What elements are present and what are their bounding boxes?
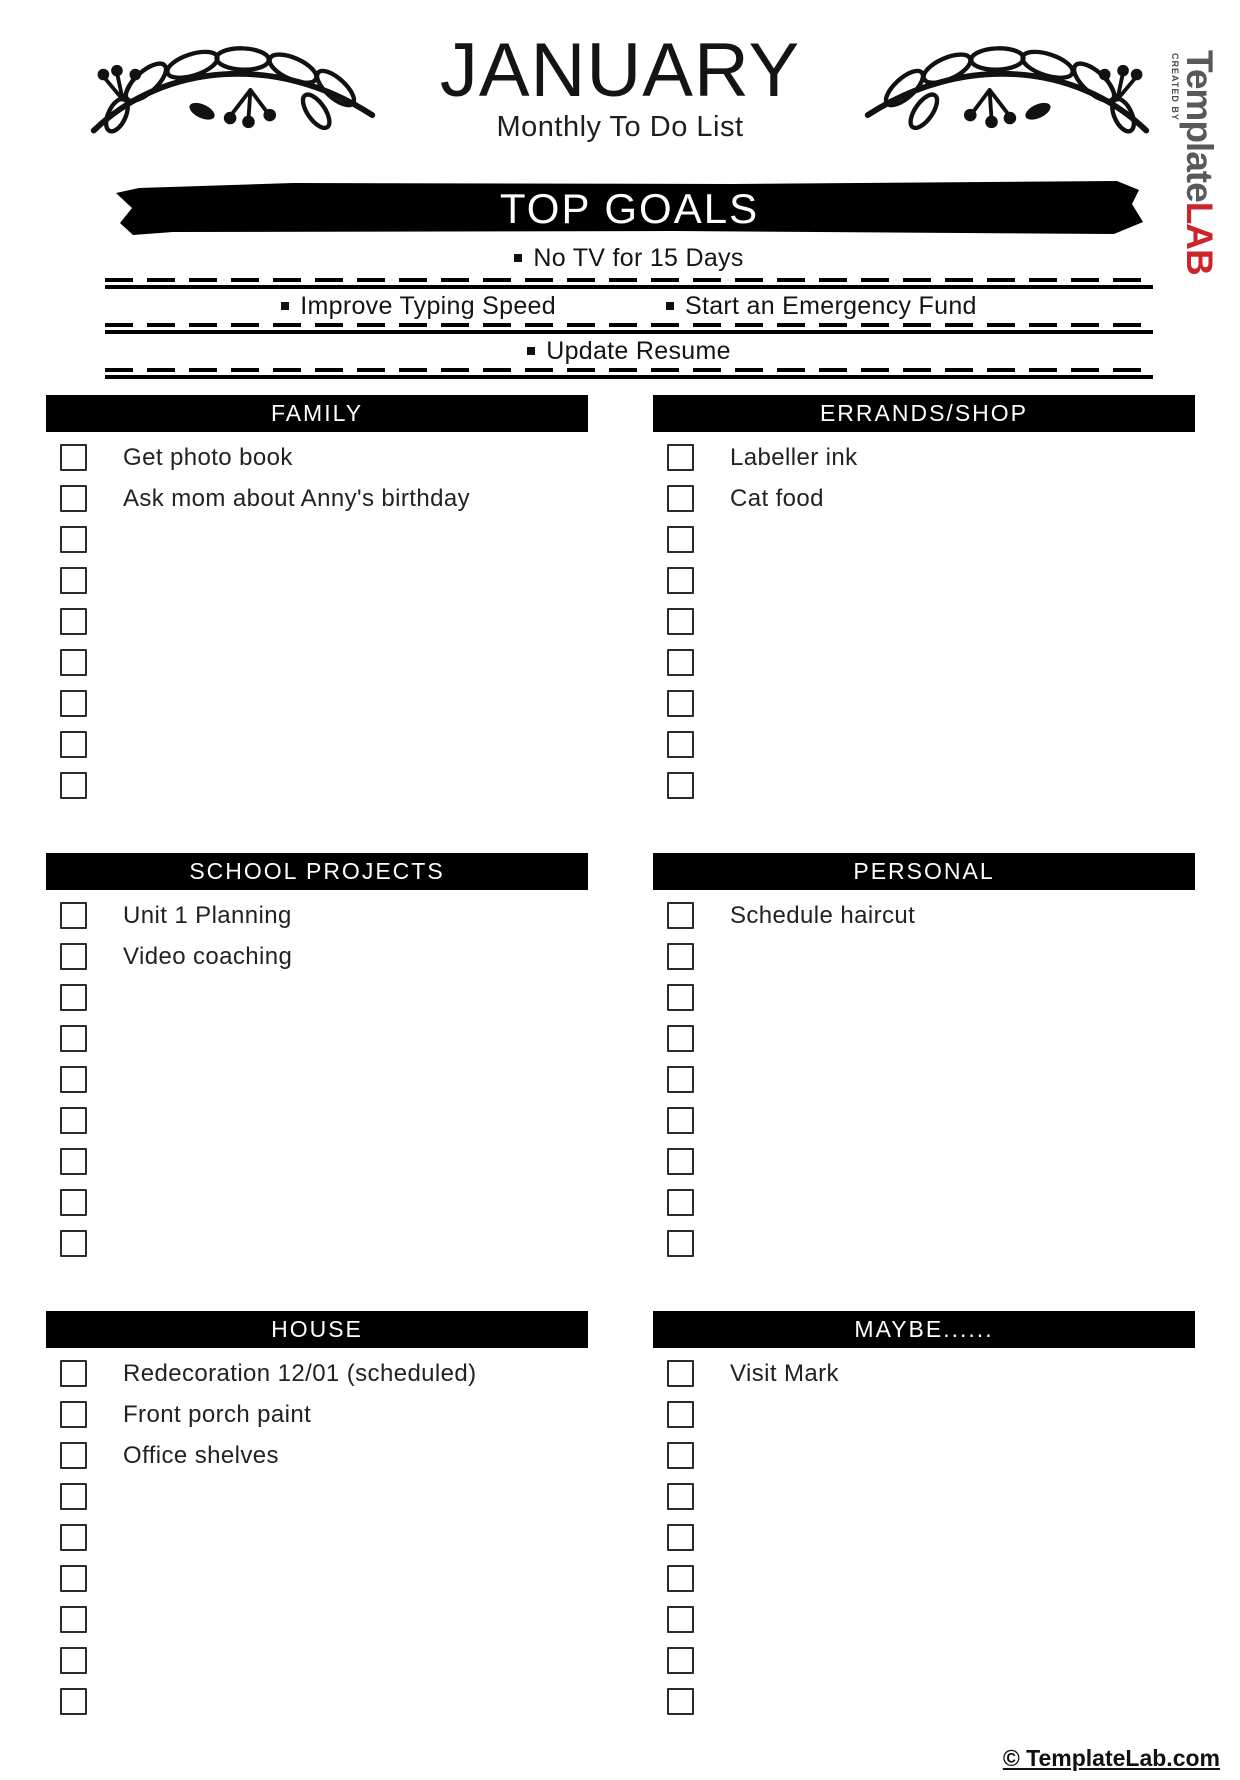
checkbox[interactable]	[667, 902, 694, 929]
checkbox[interactable]	[667, 1107, 694, 1134]
checkbox[interactable]	[60, 1107, 87, 1134]
page-header	[0, 26, 1240, 152]
section-header-bar	[653, 1311, 1195, 1348]
section-body	[46, 432, 588, 806]
todo-item-label: Labeller ink	[730, 443, 858, 471]
section-school-projects	[46, 853, 588, 1264]
checkbox[interactable]	[60, 943, 87, 970]
todo-row	[653, 1599, 1195, 1640]
section-house	[46, 1311, 588, 1722]
todo-row	[46, 1476, 588, 1517]
todo-row	[46, 1394, 588, 1435]
todo-row	[653, 1476, 1195, 1517]
square-bullet-icon	[514, 254, 522, 262]
todo-row	[653, 1558, 1195, 1599]
checkbox[interactable]	[60, 608, 87, 635]
todo-row	[653, 601, 1195, 642]
section-title: FAMILY	[270, 400, 364, 426]
todo-row	[46, 1681, 588, 1722]
todo-row	[653, 977, 1195, 1018]
checkbox[interactable]	[667, 1360, 694, 1387]
todo-row	[653, 1435, 1195, 1476]
checkbox[interactable]	[667, 1565, 694, 1592]
branch-ornament-right-icon	[861, 30, 1153, 148]
todo-row	[653, 1182, 1195, 1223]
checkbox[interactable]	[667, 608, 694, 635]
todo-row	[46, 936, 588, 977]
checkbox[interactable]	[667, 984, 694, 1011]
logo-wordmark	[1181, 50, 1218, 275]
goal-item	[514, 244, 743, 273]
checkbox[interactable]	[667, 1483, 694, 1510]
checkbox[interactable]	[60, 902, 87, 929]
checkbox[interactable]	[60, 1148, 87, 1175]
todo-row	[46, 642, 588, 683]
checkbox[interactable]	[667, 772, 694, 799]
section-header-bar	[46, 1311, 588, 1348]
section-header-bar	[653, 395, 1195, 432]
section-title: MAYBE......	[854, 1316, 994, 1342]
square-bullet-icon	[281, 302, 289, 310]
checkbox[interactable]	[60, 1066, 87, 1093]
templatelab-logo	[1170, 50, 1228, 275]
checkbox[interactable]	[667, 1647, 694, 1674]
todo-item-label: Visit Mark	[730, 1359, 839, 1387]
section-title: ERRANDS/SHOP	[819, 400, 1029, 426]
checkbox[interactable]	[60, 1025, 87, 1052]
section-header-bar	[653, 853, 1195, 890]
todo-item-label: Office shelves	[123, 1441, 279, 1469]
checkbox[interactable]	[60, 1688, 87, 1715]
todo-row	[46, 478, 588, 519]
checkbox[interactable]	[60, 984, 87, 1011]
section-maybe	[653, 1311, 1195, 1722]
todo-item-label: Get photo book	[123, 443, 293, 471]
checkbox[interactable]	[60, 1483, 87, 1510]
checkbox[interactable]	[60, 1401, 87, 1428]
todo-row	[653, 560, 1195, 601]
top-goals-list	[105, 238, 1153, 379]
goal-text: No TV for 15 Days	[533, 243, 744, 272]
checkbox[interactable]	[60, 1442, 87, 1469]
todo-row	[653, 1223, 1195, 1264]
todo-row	[653, 1018, 1195, 1059]
todo-row	[653, 642, 1195, 683]
logo-template-text: Template	[1179, 50, 1220, 202]
goal-text: Start an Emergency Fund	[684, 291, 977, 320]
todo-row	[46, 1517, 588, 1558]
goal-item	[666, 292, 977, 321]
checkbox[interactable]	[60, 1565, 87, 1592]
checkbox[interactable]	[667, 1066, 694, 1093]
todo-row	[46, 1100, 588, 1141]
goal-separator	[105, 368, 1153, 379]
todo-row	[653, 1353, 1195, 1394]
checkbox[interactable]	[667, 526, 694, 553]
goal-text: Update Resume	[546, 336, 731, 365]
todo-row	[653, 936, 1195, 977]
checkbox[interactable]	[60, 649, 87, 676]
todo-item-label: Unit 1 Planning	[123, 901, 292, 929]
checkbox[interactable]	[60, 1360, 87, 1387]
checkbox[interactable]	[667, 1148, 694, 1175]
todo-row	[46, 560, 588, 601]
section-personal	[653, 853, 1195, 1264]
top-goals-title: TOP GOALS	[499, 185, 760, 232]
todo-row	[46, 519, 588, 560]
todo-row	[46, 1141, 588, 1182]
logo-created-by-text: CREATED BY	[1170, 53, 1180, 121]
section-body	[46, 890, 588, 1264]
todo-row	[653, 1100, 1195, 1141]
todo-row	[46, 437, 588, 478]
checkbox[interactable]	[60, 731, 87, 758]
goal-row	[105, 334, 1153, 379]
todo-row	[46, 895, 588, 936]
checkbox[interactable]	[667, 1189, 694, 1216]
todo-row	[653, 724, 1195, 765]
todo-row	[46, 1223, 588, 1264]
todo-row	[653, 1394, 1195, 1435]
todo-row	[46, 1558, 588, 1599]
todo-row	[46, 683, 588, 724]
goal-row	[105, 238, 1153, 289]
checkbox[interactable]	[667, 649, 694, 676]
templatelab-footer-link[interactable]: © TemplateLab.com	[1002, 1745, 1220, 1771]
goal-separator	[105, 278, 1153, 289]
todo-row	[46, 977, 588, 1018]
square-bullet-icon	[527, 347, 535, 355]
sections-grid	[0, 395, 1240, 1769]
checkbox[interactable]	[60, 1647, 87, 1674]
month-title: JANUARY	[439, 28, 801, 114]
todo-row	[46, 724, 588, 765]
checkbox[interactable]	[60, 690, 87, 717]
logo-lab-text: LAB	[1179, 201, 1220, 275]
checkbox[interactable]	[60, 444, 87, 471]
checkbox[interactable]	[667, 1606, 694, 1633]
checkbox[interactable]	[667, 444, 694, 471]
checkbox[interactable]	[667, 1025, 694, 1052]
todo-item-label: Cat food	[730, 484, 824, 512]
checkbox[interactable]	[60, 1189, 87, 1216]
checkbox[interactable]	[60, 485, 87, 512]
todo-row	[653, 519, 1195, 560]
checkbox[interactable]	[667, 1688, 694, 1715]
checkbox[interactable]	[667, 1401, 694, 1428]
todo-row	[653, 1517, 1195, 1558]
todo-row	[653, 765, 1195, 806]
title-block	[405, 28, 835, 144]
section-body	[653, 432, 1195, 806]
checkbox[interactable]	[60, 1230, 87, 1257]
section-title: PERSONAL	[853, 858, 995, 884]
section-body	[653, 1348, 1195, 1722]
todo-item-label: Redecoration 12/01 (scheduled)	[123, 1359, 477, 1387]
page-subtitle: Monthly To Do List	[496, 111, 744, 144]
section-title: HOUSE	[271, 1316, 363, 1342]
section-header-bar	[46, 853, 588, 890]
todo-row	[46, 1353, 588, 1394]
todo-item-label: Schedule haircut	[730, 901, 916, 929]
todo-item-label: Ask mom about Anny's birthday	[123, 484, 471, 512]
checkbox[interactable]	[667, 1230, 694, 1257]
branch-ornament-left-icon	[87, 30, 379, 148]
todo-row	[46, 1599, 588, 1640]
checkbox[interactable]	[60, 1524, 87, 1551]
todo-row	[653, 1640, 1195, 1681]
todo-row	[46, 1640, 588, 1681]
square-bullet-icon	[666, 302, 674, 310]
checkbox[interactable]	[667, 1442, 694, 1469]
checkbox[interactable]	[60, 567, 87, 594]
top-goals-banner	[113, 180, 1146, 238]
todo-item-label: Front porch paint	[123, 1400, 312, 1428]
todo-row	[653, 683, 1195, 724]
checkbox[interactable]	[60, 772, 87, 799]
section-body	[653, 890, 1195, 1264]
goal-text: Improve Typing Speed	[300, 291, 556, 320]
todo-row	[653, 1681, 1195, 1722]
checkbox[interactable]	[60, 1606, 87, 1633]
goal-separator	[105, 323, 1153, 334]
goal-item	[527, 337, 731, 366]
todo-row	[653, 1141, 1195, 1182]
section-errands-shop	[653, 395, 1195, 806]
todo-row	[46, 1435, 588, 1476]
section-family	[46, 395, 588, 806]
checkbox[interactable]	[667, 567, 694, 594]
todo-row	[46, 765, 588, 806]
checkbox[interactable]	[60, 526, 87, 553]
todo-row	[653, 437, 1195, 478]
checkbox[interactable]	[667, 1524, 694, 1551]
checkbox[interactable]	[667, 731, 694, 758]
section-header-bar	[46, 395, 588, 432]
section-title: SCHOOL PROJECTS	[189, 858, 445, 884]
todo-row	[46, 1182, 588, 1223]
section-body	[46, 1348, 588, 1722]
goal-row	[105, 289, 1153, 334]
todo-row	[653, 895, 1195, 936]
checkbox[interactable]	[667, 943, 694, 970]
goal-item	[281, 292, 556, 321]
todo-row	[46, 601, 588, 642]
todo-row	[653, 478, 1195, 519]
todo-row	[46, 1059, 588, 1100]
todo-row	[653, 1059, 1195, 1100]
checkbox[interactable]	[667, 485, 694, 512]
checkbox[interactable]	[667, 690, 694, 717]
todo-row	[46, 1018, 588, 1059]
todo-item-label: Video coaching	[123, 942, 293, 970]
